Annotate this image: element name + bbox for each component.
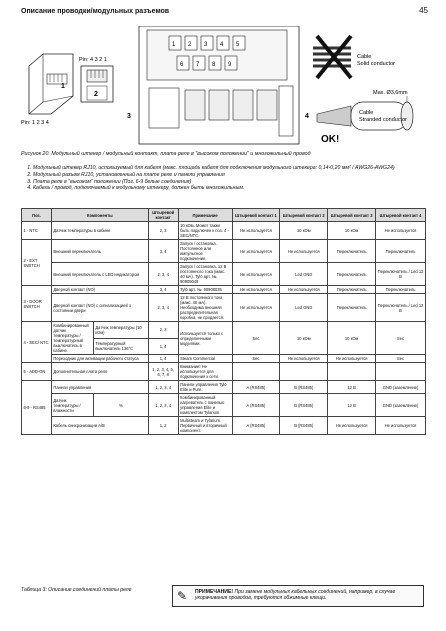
cell: 1, 4 xyxy=(148,355,178,363)
cell: 1, 2, 3, 4 xyxy=(148,381,178,394)
modular-plug-illustration xyxy=(21,54,73,126)
cell: Не используется xyxy=(280,240,328,263)
solid-conductor-illustration xyxy=(313,36,395,78)
cell: Температурный выключатель 136°C xyxy=(93,338,148,355)
col-header: Примечание xyxy=(178,209,232,222)
wiring-figure xyxy=(21,26,426,146)
cell: 10 кОм. Может также быть подключен к поз. 4 - SEC/NTC. xyxy=(178,222,232,240)
cell: 3 - DOOR SWITCH xyxy=(22,286,52,322)
note-item: 4. Кабель / провод, подключаемый к модульному штекеру, должен быть многожильным. xyxy=(33,185,426,192)
cell: Sec xyxy=(232,355,280,363)
cell: Переключатель / Led 12 В xyxy=(376,263,426,286)
cell: 12 В xyxy=(328,394,376,417)
cell: Не используется xyxy=(280,286,328,294)
table-row xyxy=(22,355,426,363)
col-header: Поз. xyxy=(22,209,52,222)
cell: 1, 2, 3, 4 xyxy=(148,394,178,417)
col-header: Штыревой контакт 4 xyxy=(376,209,426,222)
table-row xyxy=(22,286,426,294)
table-row xyxy=(22,381,426,394)
connector-digit-2: 2 xyxy=(188,42,192,48)
cell: Не используется xyxy=(328,417,376,435)
cell: Не используется xyxy=(328,355,376,363)
cell: 12 В xyxy=(328,381,376,394)
cell: 10 кОм xyxy=(280,222,328,240)
cell: 1 - NTC xyxy=(22,222,52,240)
cable-stranded-sub-label: Stranded conductor xyxy=(359,117,408,123)
table-row xyxy=(22,363,426,381)
cell: 1, 4 xyxy=(148,338,178,355)
cell: Steam Commercial xyxy=(178,355,232,363)
note-body: При замене модульных кабельных соединений, например, в случае укорачивания проводов, требуются обжимные клещи. xyxy=(195,589,396,602)
table-row xyxy=(22,222,426,240)
cell: B (RS485) xyxy=(280,381,328,394)
cell: Sec xyxy=(376,322,426,355)
cell: GND (заземление) xyxy=(376,381,426,394)
cell: 10 кОм xyxy=(328,322,376,355)
relay-connections-table xyxy=(21,208,426,435)
cell: 10 кОм xyxy=(280,322,328,355)
cell: Переключатель xyxy=(328,263,376,286)
cell: Комбинированный датчик температуры / температурный выключатель в кабине. xyxy=(51,322,93,355)
table-row xyxy=(22,417,426,435)
cell: 5 - ADD-ON xyxy=(22,363,52,381)
cell: Внимание! Не используется для подключения к сети. xyxy=(178,363,232,381)
cell: B (RS485) xyxy=(280,417,328,435)
pins-bottom-label: Pin: 1 2 3 4 xyxy=(21,120,49,126)
cable-stranded-label: Cable xyxy=(359,110,374,116)
cell: Sec xyxy=(232,322,280,355)
cell: 10 кОм xyxy=(328,222,376,240)
ok-label: OK! xyxy=(321,134,340,145)
connector-digit-4: 4 xyxy=(220,42,224,48)
cable-solid-label: Cable xyxy=(357,54,372,60)
cell: Внешний переключатель с LED индикатором xyxy=(51,263,148,286)
col-header: Штыревой контакт 3 xyxy=(328,209,376,222)
cell: % xyxy=(93,394,148,417)
connector-digit-1: 1 xyxy=(172,42,176,48)
table-row xyxy=(22,240,426,263)
cell: Не используется xyxy=(232,240,280,263)
connector-digit-7: 7 xyxy=(196,62,200,68)
page-number: 45 xyxy=(419,6,428,15)
relay-board-illustration xyxy=(127,26,299,144)
cell: Переключатель / Led 12 В xyxy=(376,294,426,322)
connector-digit-8: 8 xyxy=(212,62,216,68)
table-row xyxy=(22,294,426,322)
cell: Led GND xyxy=(280,294,328,322)
stranded-conductor-illustration xyxy=(305,90,413,145)
cell: 6-9 - RS485 xyxy=(22,381,52,435)
note-item: 1. Модульный штекер RJ10, используемый для кабеля (макс. площадь кабеля для подключения модульного штекера: 0,14-0,20 мм² / AWG26-AWG24) xyxy=(33,165,426,172)
max-diameter-label: Max. Ø3,6mm xyxy=(373,90,408,96)
cell: Не используется xyxy=(232,294,280,322)
label-3: 3 xyxy=(127,113,131,120)
connector-row-top xyxy=(169,36,245,50)
connector-digit-6: 6 xyxy=(180,62,184,68)
note-item: 2. Модульный разъем RJ10, установленный на плате реле и панели управления xyxy=(33,172,426,179)
cell: 3, 4 xyxy=(148,240,178,263)
cell: Датчик температуры (10 кОм) xyxy=(93,322,148,339)
cell: 4 - SEC/ NTC xyxy=(22,322,52,363)
pins-top-label: Pin: 4 3 2 1 xyxy=(79,57,107,63)
table-header-row xyxy=(22,209,426,222)
cell: A (RS485) xyxy=(232,394,280,417)
cell: GND (заземление) xyxy=(376,394,426,417)
cell: Внешний переключатель xyxy=(51,240,148,263)
cell: Led GND xyxy=(280,263,328,286)
cell: Дверной контакт (NO) с сигнализацией о состоянии двери xyxy=(51,294,148,322)
table-row xyxy=(22,394,426,417)
cell: Переходник для активации рабочего статуса xyxy=(51,355,148,363)
cell: Дополнительная плата реле xyxy=(51,363,148,381)
cell: Датчик температуры / влажности xyxy=(51,394,93,417)
cell: 2, 3, 4 xyxy=(148,294,178,322)
pencil-icon: ✎ xyxy=(177,589,188,603)
cell: Кабель синхронизации A/B xyxy=(51,417,148,435)
cell: Используется только с определенными моделями. xyxy=(178,322,232,355)
cell: 12 В постоянного тока (макс. 40 мА). Необходима внешняя распределительная коробка, не продается. xyxy=(178,294,232,322)
label-1: 1 xyxy=(61,83,65,90)
connector-digit-5: 5 xyxy=(236,42,240,48)
cell: Запуск / остановка. 12 В постоянного тока (макс. 40 мА). Tylö арт. №. 90905048 xyxy=(178,263,232,286)
cell: Multisteam и Tylarium. Первичный и вторичный компонент. xyxy=(178,417,232,435)
note-item: 3. Плата реле в "высоком" положении (Поз. 6-9 белые соединения) xyxy=(33,179,426,186)
modular-socket-illustration xyxy=(79,57,113,102)
figure-notes xyxy=(21,165,426,192)
connector-digit-3: 3 xyxy=(204,42,208,48)
section-title: Описание проводки/модульных разъемов xyxy=(21,8,170,15)
label-4: 4 xyxy=(305,113,309,120)
page-header xyxy=(21,6,428,20)
cable-solid-sub-label: Solid conductor xyxy=(357,61,395,67)
cell: Не используется xyxy=(232,263,280,286)
cell: Не используется xyxy=(376,222,426,240)
cell: B (RS485) xyxy=(280,394,328,417)
cell: Переключатель xyxy=(376,240,426,263)
connector-digit-9: 9 xyxy=(228,62,232,68)
table-row xyxy=(22,322,426,339)
note-text xyxy=(195,589,419,602)
cell: Не используется xyxy=(232,222,280,240)
table-caption: Таблица 3: Описание соединений платы реле xyxy=(21,587,132,593)
col-header: Штыревой контакт xyxy=(148,209,178,222)
cell: Не используется xyxy=(376,417,426,435)
cell: Tylö арт. №. 90908035 xyxy=(178,286,232,294)
cell: 2, 3 xyxy=(148,222,178,240)
cell: Запуск / остановка. Постоянное или импульсное подключение. xyxy=(178,240,232,263)
cell: Не используется xyxy=(232,286,280,294)
col-header: Штыревой контакт 1 xyxy=(232,209,280,222)
cell: 2, 3, 4 xyxy=(148,263,178,286)
note-label: ПРИМЕЧАНИЕ! xyxy=(195,589,234,595)
col-header: Штыревой контакт 2 xyxy=(280,209,328,222)
cell: 3, 4 xyxy=(148,286,178,294)
label-2: 2 xyxy=(94,91,98,98)
figure-caption: Рисунок 20. Модульный штекер / модульный контакт, плата реле в "высоком положении" и многожильный провод xyxy=(21,151,311,157)
table-row xyxy=(22,263,426,286)
cell: Переключатель xyxy=(328,294,376,322)
cell: Переключатель xyxy=(328,286,376,294)
cell: A (RS485) xyxy=(232,381,280,394)
cell: Переключатель xyxy=(376,286,426,294)
cell: 2, 3 xyxy=(148,322,178,339)
cell: Переключатель xyxy=(328,240,376,263)
cell: Датчик температуры в кабине xyxy=(51,222,148,240)
cell: Панели управления Tylö Elite и Pure. xyxy=(178,381,232,394)
col-header: Компоненты xyxy=(51,209,148,222)
cell: A (RS485) xyxy=(232,417,280,435)
cell: Sec xyxy=(376,355,426,363)
cell: Не используется xyxy=(280,355,328,363)
note-box xyxy=(172,585,424,607)
cell: 1, 2 xyxy=(148,417,178,435)
cell: Панели управления xyxy=(51,381,148,394)
cell: 1, 2, 3, 4, 5, 6, 7, 8 xyxy=(148,363,178,381)
cell: 2 - EXT SWITCH xyxy=(22,240,52,286)
cell: Дверной контакт (NO) xyxy=(51,286,148,294)
cell: Комбинированный нагреватель с панелью управления Elite и комплектом Tylarium. xyxy=(178,394,232,417)
